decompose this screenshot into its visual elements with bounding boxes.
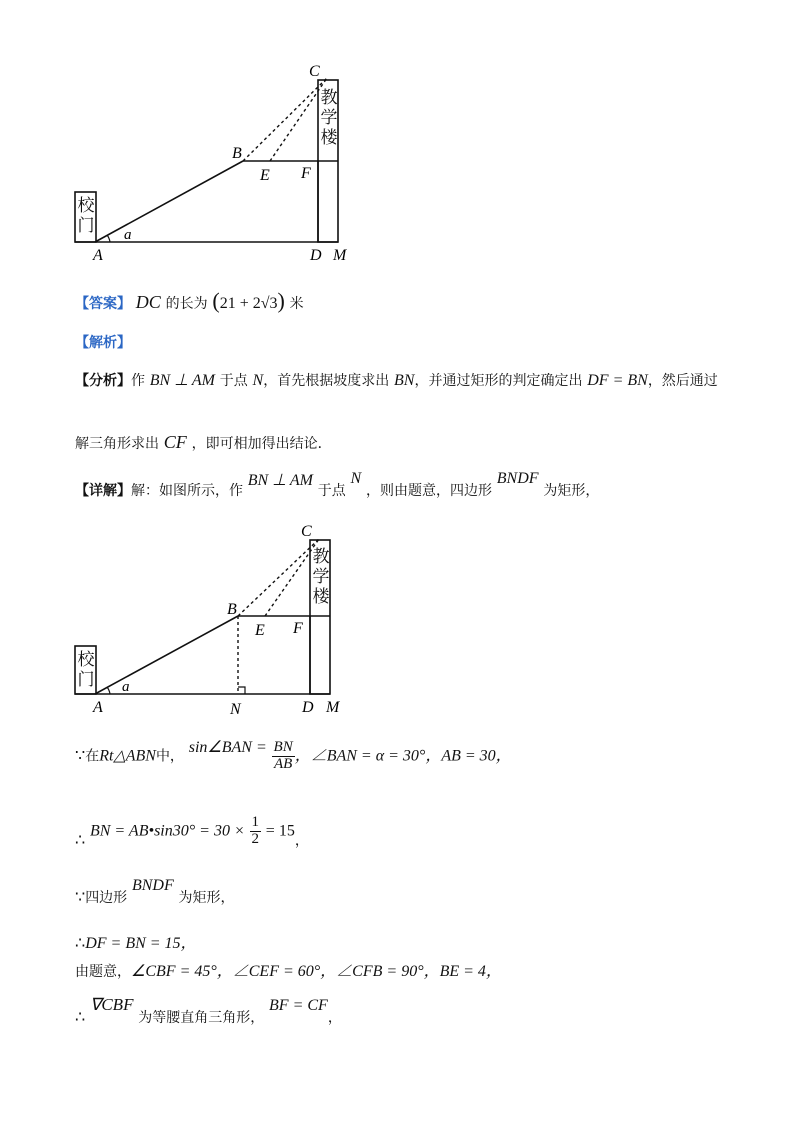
answer-tag: 【答案】 (75, 296, 131, 312)
dashed-bc (243, 78, 327, 161)
fraction-den: 2 (251, 830, 260, 847)
answer-dc: DC (135, 292, 161, 312)
jiexi-tag: 【解析】 (75, 335, 131, 351)
step-4 (75, 930, 197, 957)
label-A: A (93, 247, 103, 264)
answer-value-sqrt: √3 (260, 295, 278, 312)
step-text: ， (294, 833, 309, 850)
analysis-text: 解三角形求出 (75, 436, 159, 452)
building-label-text: 教学楼 (312, 547, 330, 607)
label-D: D (302, 699, 314, 716)
fraction-den: AB (273, 755, 293, 772)
step-text: 中， (155, 748, 184, 765)
analysis-line1 (75, 368, 718, 393)
math-bf-eq-cf: BF = CF (269, 997, 328, 1014)
label-angle: a (124, 227, 132, 243)
label-angle: a (122, 679, 130, 695)
label-C: C (309, 63, 320, 80)
angle-arc (107, 687, 110, 694)
math-bn-calc: BN = AB•sin30° = 30 × (89, 822, 245, 840)
answer-value-a: 21 + 2 (219, 295, 261, 312)
math-bn: BN (394, 372, 415, 389)
math-bn-perp-am: BN ⊥ AM (149, 372, 215, 389)
label-F: F (293, 620, 303, 637)
paren-open: ( (212, 288, 220, 313)
step-text: 由题意， (75, 964, 131, 980)
label-E: E (255, 622, 265, 639)
detail-line (75, 470, 600, 503)
dashed-bc (238, 539, 319, 616)
fraction-half (250, 815, 262, 848)
analysis-line2 (75, 430, 332, 456)
step-2 (75, 815, 309, 848)
answer-line (75, 288, 304, 317)
therefore-symbol: ∴ (75, 1009, 86, 1026)
step-text: 为矩形， (178, 890, 235, 906)
math-angles: ∠CBF = 45°，∠CEF = 60°，∠CFB = 90°，BE = 4， (131, 963, 502, 980)
analysis-text: ，即可相加得出结论． (191, 436, 332, 452)
answer-text2: 米 (289, 296, 304, 312)
label-C: C (301, 523, 312, 540)
slope-ab (95, 161, 243, 242)
label-B: B (232, 145, 242, 162)
math-df-bn: DF = BN = 15， (85, 935, 197, 952)
math-n: N (350, 470, 362, 487)
detail-text: ，则由题意，四边形 (366, 483, 492, 499)
fraction-num: 1 (251, 814, 260, 830)
label-A: A (93, 699, 103, 716)
analysis-text: ，首先根据坡度求出 (263, 373, 390, 389)
fraction-bn-ab (272, 740, 295, 773)
therefore-symbol: ∴ (75, 935, 86, 952)
detail-text: 于点 (317, 483, 346, 499)
math-rt-triangle: Rt△ABN (99, 747, 156, 765)
analysis-text: 作 (131, 373, 145, 389)
detail-text: 为矩形， (543, 483, 600, 499)
math-n: N (252, 372, 264, 389)
math-cf: CF (163, 432, 187, 452)
analysis-text: ，并通过矩形的判定确定出 (414, 373, 583, 389)
answer-text1: 的长为 (165, 296, 208, 312)
angle-arc (107, 235, 110, 242)
step-5 (75, 958, 502, 985)
figure-top (0, 0, 800, 270)
therefore-symbol: ∴ (75, 832, 86, 850)
gate-label-text: 校门 (77, 650, 95, 690)
step-text: ， (327, 1010, 342, 1026)
analysis-text: ，然后通过 (647, 373, 718, 389)
step-1 (75, 740, 512, 773)
analysis-text: 于点 (219, 373, 248, 389)
label-F: F (301, 165, 311, 182)
label-M: M (326, 699, 340, 716)
label-M: M (333, 247, 347, 264)
math-bndf: BNDF (131, 877, 174, 894)
because-symbol: ∵ (75, 889, 86, 906)
step-text: 在 (85, 748, 100, 765)
paren-close: ) (277, 288, 285, 313)
step-text: 为等腰直角三角形， (138, 1010, 265, 1026)
step-6 (75, 992, 342, 1026)
math-df-eq-bn: DF = BN (587, 372, 648, 389)
label-N: N (230, 701, 241, 718)
step-text: 四边形 (85, 890, 128, 906)
building-label-text: 教学楼 (320, 88, 338, 148)
slope-ab (95, 616, 238, 694)
right-angle-mark (238, 687, 245, 694)
math-result: = 15 (265, 822, 295, 840)
math-sin: sin∠BAN = (188, 739, 267, 757)
math-bn-perp-am: BN ⊥ AM (247, 472, 313, 489)
math-bndf: BNDF (496, 470, 539, 487)
gate-label-text: 校门 (77, 196, 95, 236)
analysis-tag: 【分析】 (75, 373, 131, 389)
detail-tag: 【详解】 (75, 483, 131, 499)
label-D: D (310, 247, 322, 264)
detail-text: 解：如图所示，作 (131, 483, 243, 499)
because-symbol: ∵ (75, 747, 86, 765)
math-triangle-cbf: ∇CBF (89, 995, 134, 1014)
label-E: E (260, 167, 270, 184)
fraction-num: BN (273, 739, 293, 755)
figure-bottom (0, 515, 800, 720)
label-B: B (227, 601, 237, 618)
math-given: ，∠BAN = α = 30°，AB = 30， (294, 747, 512, 765)
step-3 (75, 877, 235, 911)
